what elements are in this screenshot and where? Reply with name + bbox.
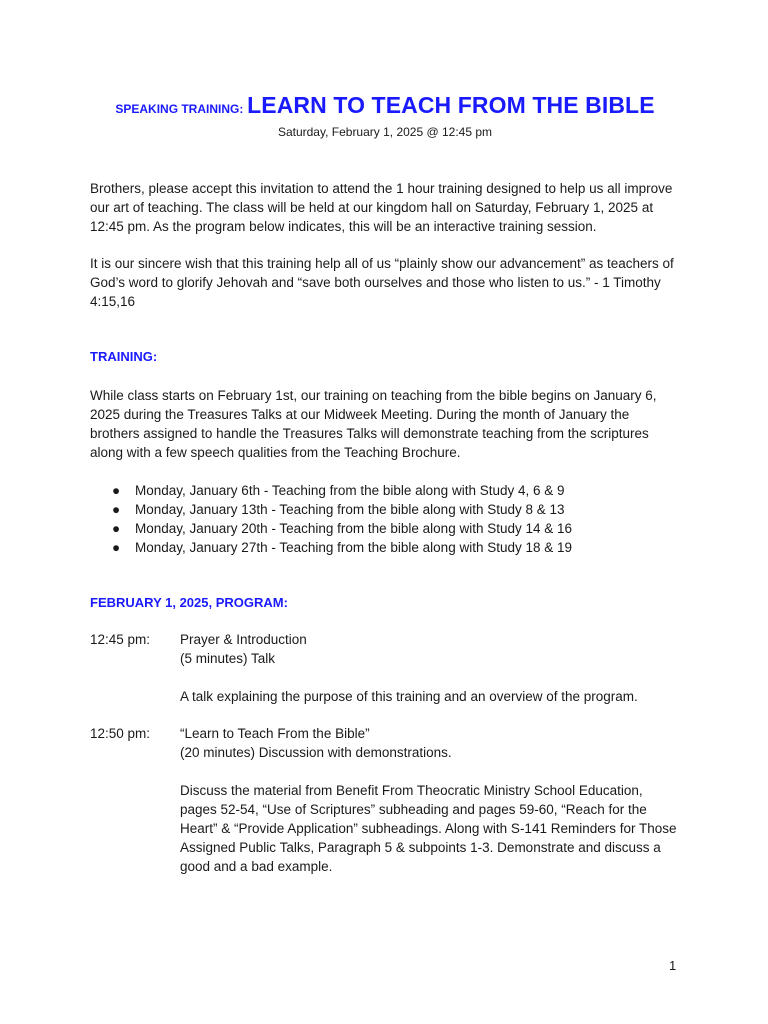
program-title: Prayer & Introduction xyxy=(180,632,307,647)
bullet-icon: ● xyxy=(112,502,121,517)
list-item-text: Monday, January 27th - Teaching from the bible along with Study 18 & 19 xyxy=(135,540,573,555)
list-item-text: Monday, January 20th - Teaching from the bible along with Study 14 & 16 xyxy=(135,521,573,536)
bullet-icon: ● xyxy=(112,521,121,536)
program-title: “Learn to Teach From the Bible” xyxy=(180,726,370,741)
document-title xyxy=(90,92,680,119)
training-heading: TRAINING: xyxy=(90,349,158,364)
list-item xyxy=(90,538,680,557)
list-item xyxy=(90,500,680,519)
list-item xyxy=(90,481,680,500)
program-details xyxy=(180,724,680,876)
list-item-text: Monday, January 13th - Teaching from the bible along with Study 8 & 13 xyxy=(135,502,565,517)
bullet-icon: ● xyxy=(112,483,121,498)
title-main: LEARN TO TEACH FROM THE BIBLE xyxy=(247,92,655,118)
program-duration: (5 minutes) Talk xyxy=(180,651,276,666)
training-paragraph: While class starts on February 1st, our training on teaching from the bible begins on January 6, 2025 during the Treasures Talks at our Midweek Meeting. During the month of January the brothers assigned to handle the Treasures Talks will demonstrate teaching from the scriptures along with a few speech qualities from the Teaching Brochure. xyxy=(90,388,657,460)
program-details xyxy=(180,630,680,706)
program-time: 12:50 pm: xyxy=(90,726,151,741)
bullet-icon: ● xyxy=(112,540,121,555)
program-heading: FEBRUARY 1, 2025, PROGRAM: xyxy=(90,595,288,610)
training-schedule-list xyxy=(90,481,680,557)
program-time: 12:45 pm: xyxy=(90,632,151,647)
page-number: 1 xyxy=(669,958,677,973)
list-item-text: Monday, January 6th - Teaching from the bible along with Study 4, 6 & 9 xyxy=(135,483,565,498)
list-item xyxy=(90,519,680,538)
program-duration: (20 minutes) Discussion with demonstrations. xyxy=(180,745,452,760)
event-date: Saturday, February 1, 2025 @ 12:45 pm xyxy=(277,125,493,139)
intro-paragraph-2: It is our sincere wish that this training help all of us “plainly show our advancement” as teachers of God’s word to glorify Jehovah and “save both ourselves and those who listen to us.” - 1 Timothy 4:15,16 xyxy=(90,256,674,309)
title-prefix: SPEAKING TRAINING: xyxy=(115,102,244,116)
intro-paragraph-1: Brothers, please accept this invitation to attend the 1 hour training designed to help us all improve our art of teaching. The class will be held at our kingdom hall on Saturday, February 1, 2025 at 12:45 pm. As the program below indicates, this will be an interactive training session. xyxy=(90,181,673,234)
program-description: A talk explaining the purpose of this training and an overview of the program. xyxy=(180,689,638,704)
program-description: Discuss the material from Benefit From Theocratic Ministry School Education, pages 52-54, “Use of Scriptures” subheading and pages 59-60, “Reach for the Heart” & “Provide Application” subheadings. Along with S-141 Reminders for Those Assigned Public Talks, Paragraph 5 & subpoints 1-3. Demonstrate and discuss a good and a bad example. xyxy=(180,783,677,874)
